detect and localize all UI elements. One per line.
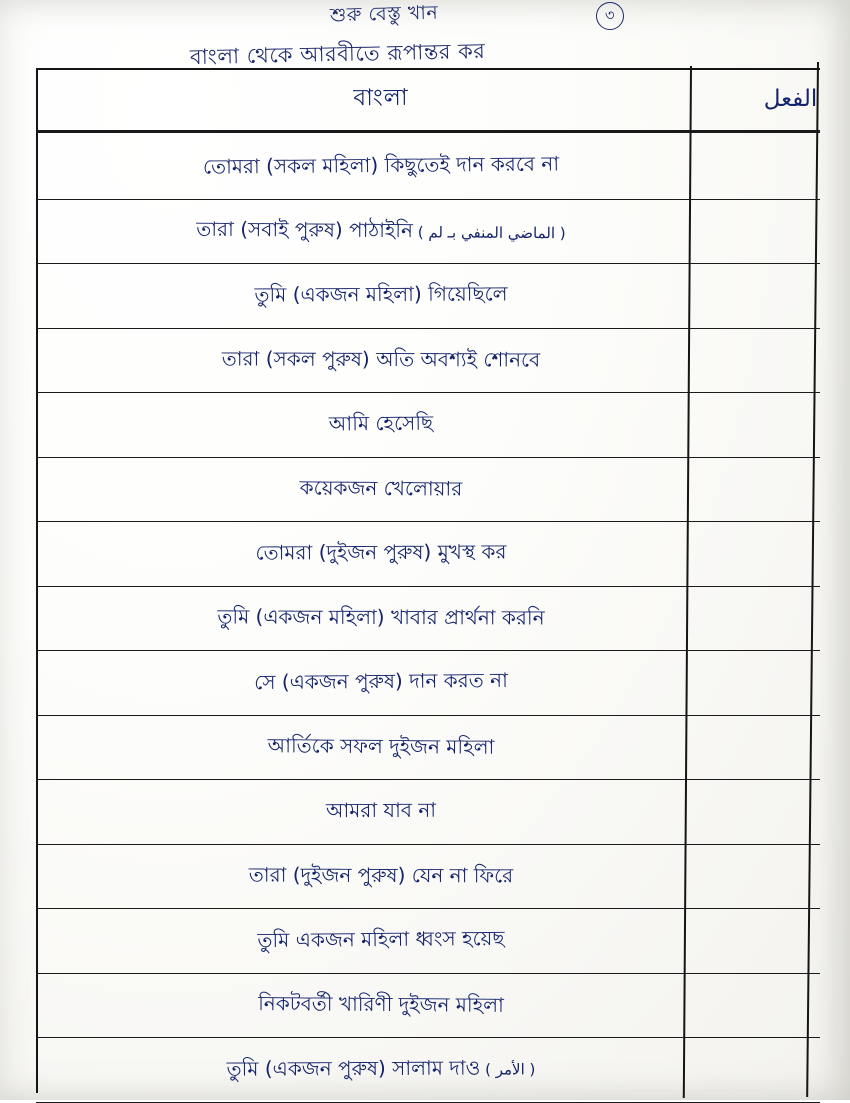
table-row	[36, 458, 820, 523]
table-row	[36, 845, 820, 910]
cell-bangla-sentence: কয়েকজন খেলোয়ার	[299, 474, 463, 501]
cell-bangla-sentence: তোমরা (সকল মহিলা) কিছুতেই দান করবে না	[202, 151, 560, 179]
cell-bangla-sentence: সে (একজন পুরুষ) দান করত না	[254, 667, 508, 695]
page-number-value: ৩	[596, 2, 624, 30]
cell-bangla-sentence: আমি হেসেছি	[328, 410, 434, 436]
cell-bangla-sentence: তোমরা (দুইজন পুরুষ) মুখস্থ কর	[255, 539, 507, 565]
cell-bangla-sentence: আমরা যাব না	[325, 797, 437, 823]
table-row	[36, 974, 820, 1039]
cell-bangla-sentence: আর্তিকে সফল দুইজন মহিলা	[267, 732, 495, 759]
table-row	[36, 522, 820, 587]
cell-bangla-sentence: তুমি একজন মহিলা ধ্বংস হয়েছ	[257, 925, 505, 953]
cell-bangla-sentence: তুমি (একজন পুরুষ) সালাম দাও ( الأمر )	[226, 1055, 536, 1081]
cell-arabic-hint: ( الأمر )	[480, 1060, 536, 1079]
table-header-underline	[36, 131, 820, 133]
table-row	[36, 200, 820, 265]
cell-bangla-sentence: তারা (সবাই পুরুষ) পাঠাইনি ( الماضي المنفي بـ لم )	[196, 216, 566, 242]
table-row	[36, 780, 820, 845]
table-row	[36, 393, 820, 458]
table-row	[36, 716, 820, 781]
table-row	[36, 587, 820, 652]
cell-bangla-sentence: তারা (দুইজন পুরুষ) যেন না ফিরে	[248, 862, 514, 887]
table-row	[36, 651, 820, 716]
worksheet-title: বাংলা থেকে আরবীতে রূপান্তর কর	[189, 38, 486, 70]
table-row	[36, 909, 820, 974]
page-number	[596, 2, 624, 30]
cell-bangla-sentence: নিকটবর্তী খারিণী দুইজন মহিলা	[258, 990, 504, 1017]
table-header-row	[36, 68, 820, 131]
cell-bangla-sentence: তুমি (একজন মহিলা) খাবার প্রার্থনা করনি	[217, 603, 545, 630]
table-row	[36, 135, 820, 200]
cell-bangla-sentence: তুমি (একজন মহিলা) গিয়েছিলে	[254, 281, 508, 307]
page-header-invocation: শুরু বেস্তু খান	[329, 1, 439, 27]
cell-arabic-hint: ( الماضي المنفي بـ لم )	[412, 222, 566, 242]
column-header-arabic: الفعل	[763, 86, 818, 112]
table-row	[36, 264, 820, 329]
table-row	[36, 329, 820, 394]
column-header-bangla: বাংলা	[353, 84, 409, 112]
table-row	[36, 1038, 820, 1103]
cell-bangla-sentence: তারা (সকল পুরুষ) অতি অবশ্যই শোনবে	[221, 345, 541, 372]
